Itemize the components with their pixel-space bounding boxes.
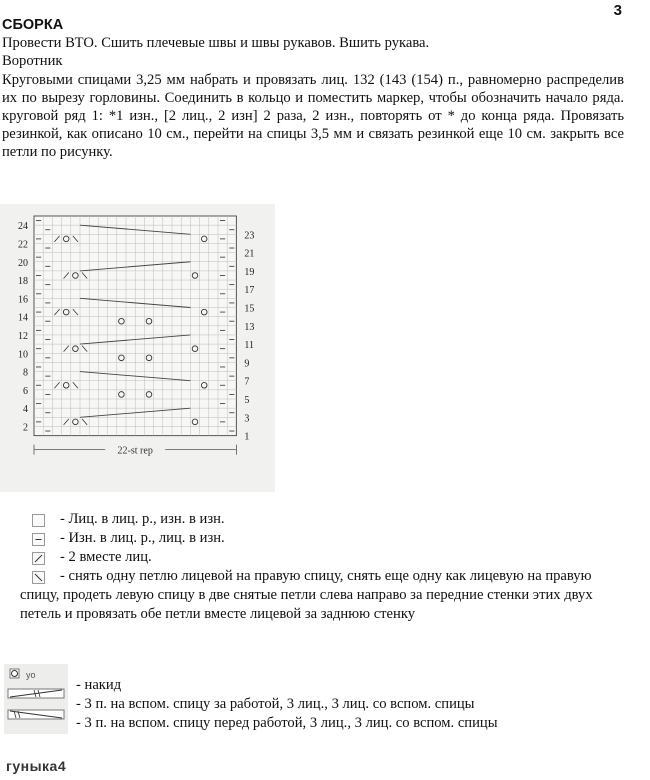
row-label-left: 10 xyxy=(18,349,28,361)
legend-item-ssk xyxy=(20,567,630,623)
row-label-left: 16 xyxy=(18,294,28,306)
row-label-right: 1 xyxy=(244,431,250,443)
row-label-left: 4 xyxy=(23,404,28,416)
row-label-right: 21 xyxy=(244,248,255,260)
signature: гуныка4 xyxy=(6,758,67,774)
assembly-line: Провести ВТО. Сшить плечевые швы и швы рукавов. Вшить рукава. xyxy=(2,35,430,52)
row-label-left: 18 xyxy=(18,276,28,288)
row-label-left: 6 xyxy=(23,385,28,397)
k2tog-icon xyxy=(32,552,45,565)
row-label-right: 23 xyxy=(244,230,255,242)
row-label-right: 19 xyxy=(244,266,255,278)
legend2-symbols xyxy=(4,664,68,734)
row-label-right: 7 xyxy=(244,376,250,388)
purl-dash-icon xyxy=(32,533,45,546)
row-label-left: 22 xyxy=(18,239,28,251)
repeat-label: 22-st rep xyxy=(117,445,153,457)
collar-paragraph: Круговыми спицами 3,25 мм набрать и провязать лиц. 132 (143 (154) п., равномерно распределив их по вырезу горловины. Соединить в кольцо и поместить маркер, чтобы обозначить начало ряда. круговой ряд 1: *1 изн., [2 лиц., 2 изн] 2 раза, 2 изн., повторять от * до конца ряда. Провязать резинкой, как описано 10 см., перейти на спицы 3,5 мм и связать резинкой еще 10 см. закрыть все петли по рисунку. xyxy=(2,71,624,161)
row-label-left: 12 xyxy=(18,330,28,342)
legend-text: - снять одну петлю лицевой на правую спицу, снять еще одну как лицевую на правую спицу, продеть левую спицу в две снятые петли слева направо за передние стенки этих двух петель и провязать обе петли вместе лицевой за заднюю стенку xyxy=(20,568,593,622)
cable-front-icon xyxy=(8,710,64,719)
cable-back-icon xyxy=(8,689,64,698)
legend-item-cable-back: - 3 п. на вспом. спицу за работой, 3 лиц., 3 лиц. со вспом. спицы xyxy=(76,695,475,712)
row-label-right: 13 xyxy=(244,321,255,333)
subheading: Воротник xyxy=(2,53,63,70)
chart-svg xyxy=(0,204,275,492)
legend-text: - 2 вместе лиц. xyxy=(60,549,152,565)
legend-text: - Изн. в лиц. р., лиц. в изн. xyxy=(60,530,225,546)
legend-item-purl xyxy=(20,529,630,548)
knitting-chart xyxy=(0,204,275,492)
row-label-right: 17 xyxy=(244,285,255,297)
legend-item-knit xyxy=(20,510,630,529)
legend-item-k2tog xyxy=(20,548,630,567)
row-label-left: 2 xyxy=(23,422,28,434)
legend-top xyxy=(20,510,630,623)
page-number: 3 xyxy=(613,2,622,19)
yo-label: yo xyxy=(26,670,36,680)
row-label-left: 14 xyxy=(18,312,28,324)
row-label-right: 9 xyxy=(244,358,250,370)
text-block xyxy=(2,16,624,162)
row-label-right: 15 xyxy=(244,303,255,315)
row-label-left: 8 xyxy=(23,367,28,379)
row-label-right: 5 xyxy=(244,395,250,406)
knit-square-icon xyxy=(32,514,45,527)
section-heading: СБОРКА xyxy=(2,17,64,33)
ssk-icon xyxy=(32,571,45,584)
row-label-right: 3 xyxy=(244,413,250,425)
legend-text: - Лиц. в лиц. р., изн. в изн. xyxy=(60,511,225,527)
row-label-left: 24 xyxy=(18,221,28,233)
row-label-left: 20 xyxy=(18,257,28,269)
legend-item-yarn-over: - накид xyxy=(76,677,122,693)
legend-item-cable-front: - 3 п. на вспом. спицу перед работой, 3 лиц., 3 лиц. со вспом. спицы xyxy=(76,714,498,731)
row-label-right: 11 xyxy=(244,340,255,352)
